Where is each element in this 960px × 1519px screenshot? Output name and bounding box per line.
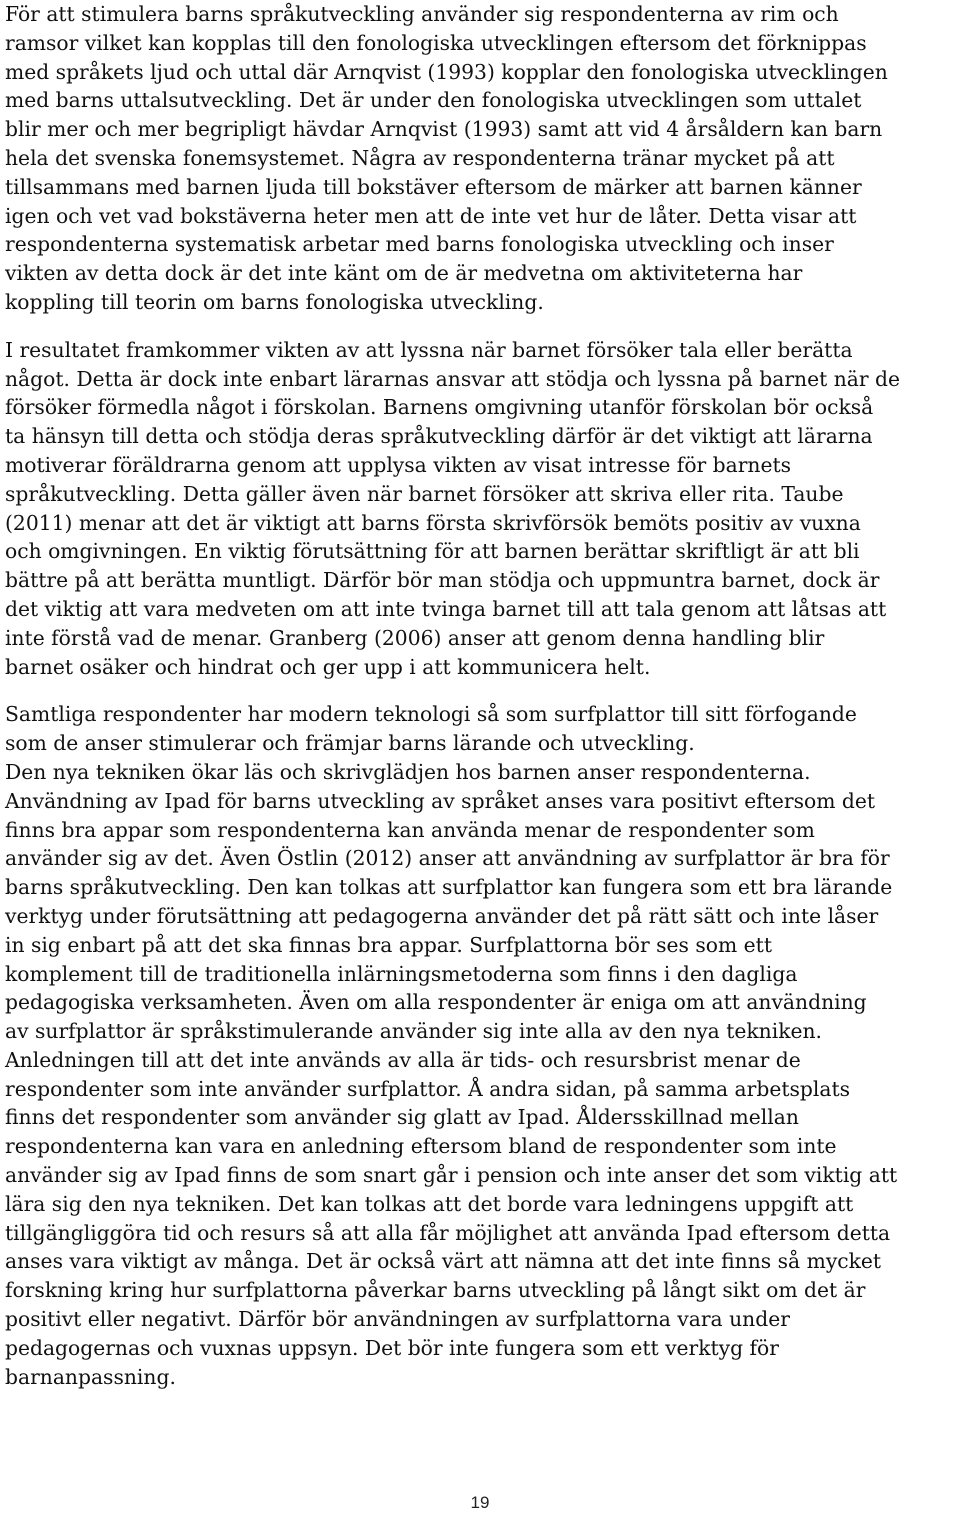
text-line: använder sig av Ipad finns de som snart går i pension och inte anser det som viktig att [5, 1163, 898, 1188]
body-text [5, 0, 960, 1391]
text-line: finns det respondenter som använder sig glatt av Ipad. Åldersskillnad mellan [5, 1105, 799, 1130]
text-line: motiverar föräldrarna genom att upplysa vikten av visat intresse för barnets [5, 452, 792, 477]
text-line: komplement till de traditionella inlärningsmetoderna som finns i den dagliga [5, 961, 798, 986]
text-line: av surfplattor är språkstimulerande använder sig inte alla av den nya tekniken. [5, 1019, 822, 1044]
text-line: finns bra appar som respondenterna kan använda menar de respondenter som [5, 817, 815, 842]
text-line: För att stimulera barns språkutveckling använder sig respondenterna av rim och [5, 2, 839, 26]
text-line: tillgängliggöra tid och resurs så att alla får möjlighet att använda Ipad eftersom detta [5, 1220, 891, 1245]
text-line: ramsor vilket kan kopplas till den fonologiska utvecklingen eftersom det förknippas [5, 30, 867, 55]
text-line: respondenter som inte använder surfplattor. Å andra sidan, på samma arbetsplats [5, 1076, 850, 1101]
text-line: anses vara viktigt av många. Det är också värt att nämna att det inte finns så mycket [5, 1249, 882, 1274]
text-line: ta hänsyn till detta och stödja deras språkutveckling därför är det viktigt att lärarna [5, 424, 873, 449]
text-line: hela det svenska fonemsystemet. Några av respondenterna tränar mycket på att [5, 145, 835, 170]
text-line: lära sig den nya tekniken. Det kan tolkas att det borde vara ledningens uppgift att [5, 1191, 854, 1216]
text-line: positivt eller negativt. Därför bör användningen av surfplattorna vara under [5, 1307, 790, 1332]
paragraph-gap [5, 317, 960, 336]
text-line: Den nya tekniken ökar läs och skrivglädjen hos barnen anser respondenterna. [5, 759, 811, 784]
text-line: Samtliga respondenter har modern teknologi så som surfplattor till sitt förfogande [5, 702, 857, 727]
text-line: in sig enbart på att det ska finnas bra appar. Surfplattorna bör ses som ett [5, 932, 772, 957]
text-line: vikten av detta dock är det inte känt om de är medvetna om aktiviteterna har [5, 261, 803, 286]
paragraph-3 [5, 700, 960, 1391]
text-line: tillsammans med barnen ljuda till bokstäver eftersom de märker att barnen känner [5, 174, 862, 199]
text-line: (2011) menar att det är viktigt att barns första skrivförsök bemöts positiv av vuxna [5, 510, 861, 535]
page-number: 19 [470, 1493, 490, 1512]
text-line: pedagogernas och vuxnas uppsyn. Det bör inte fungera som ett verktyg för [5, 1335, 779, 1360]
paragraph-2 [5, 336, 960, 682]
text-line: med språkets ljud och uttal där Arnqvist (1993) kopplar den fonologiska utvecklingen [5, 59, 888, 84]
paragraph-gap [5, 681, 960, 700]
text-line: barnet osäker och hindrat och ger upp i att kommunicera helt. [5, 654, 651, 679]
text-line: respondenterna systematisk arbetar med barns fonologiska utveckling och inser [5, 232, 834, 257]
text-line: med barns uttalsutveckling. Det är under den fonologiska utvecklingen som uttalet [5, 88, 862, 113]
text-line: koppling till teorin om barns fonologiska utveckling. [5, 289, 544, 314]
text-line: använder sig av det. Även Östlin (2012) anser att användning av surfplattor är bra för [5, 846, 890, 871]
text-line: bättre på att berätta muntligt. Därför bör man stödja och uppmuntra barnet, dock är [5, 568, 880, 593]
text-line: Anledningen till att det inte används av alla är tids- och resursbrist menar de [5, 1047, 801, 1072]
text-line: barnanpassning. [5, 1364, 176, 1389]
text-line: forskning kring hur surfplattorna påverkar barns utveckling på långt sikt om det är [5, 1278, 866, 1303]
paragraph-1 [5, 0, 960, 317]
text-line: och omgivningen. En viktig förutsättning för att barnen berättar skriftligt är att bli [5, 539, 860, 564]
text-line: Användning av Ipad för barns utveckling av språket anses vara positivt eftersom det [5, 788, 876, 813]
text-line: igen och vet vad bokstäverna heter men att de inte vet hur de låter. Detta visar att [5, 203, 857, 228]
text-line: barns språkutveckling. Den kan tolkas att surfplattor kan fungera som ett bra lärande [5, 875, 893, 900]
text-line: det viktig att vara medveten om att inte tvinga barnet till att tala genom att låtsas att [5, 596, 887, 621]
text-line: blir mer och mer begripligt hävdar Arnqvist (1993) samt att vid 4 årsåldern kan barn [5, 117, 883, 142]
text-line: något. Detta är dock inte enbart lärarnas ansvar att stödja och lyssna på barnet när de [5, 366, 900, 391]
text-line: I resultatet framkommer vikten av att lyssna när barnet försöker tala eller berätta [5, 337, 853, 362]
text-line: inte förstå vad de menar. Granberg (2006) anser att genom denna handling blir [5, 625, 825, 650]
text-line: verktyg under förutsättning att pedagogerna använder det på rätt sätt och inte låser [5, 903, 879, 928]
text-line: försöker förmedla något i förskolan. Barnens omgivning utanför förskolan bör också [5, 395, 874, 420]
text-line: respondenterna kan vara en anledning eftersom bland de respondenter som inte [5, 1134, 837, 1159]
text-line: som de anser stimulerar och främjar barns lärande och utveckling. [5, 731, 695, 756]
text-line: pedagogiska verksamheten. Även om alla respondenter är eniga om att användning [5, 990, 867, 1015]
text-line: språkutveckling. Detta gäller även när barnet försöker att skriva eller rita. Taube [5, 481, 844, 506]
